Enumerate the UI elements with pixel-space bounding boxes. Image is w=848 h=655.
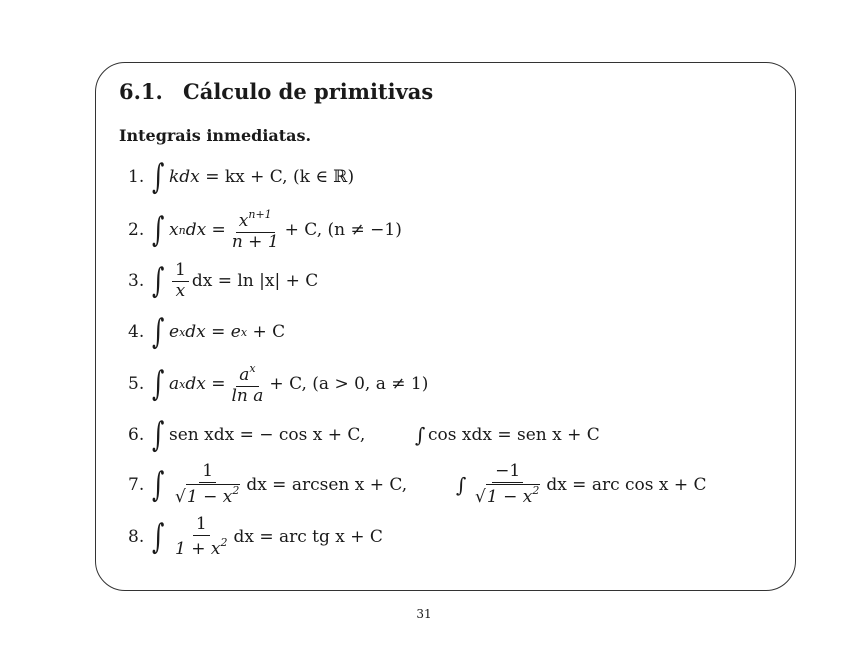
section-heading	[119, 79, 433, 104]
fraction	[172, 463, 243, 507]
fraction	[172, 513, 230, 559]
lhs-base: e	[169, 322, 180, 342]
sqrt-exponent: 2	[532, 484, 540, 497]
formula-label: 4.	[128, 322, 145, 342]
section-title: Cálculo de primitivas	[183, 79, 434, 104]
formula-7-second	[456, 462, 707, 508]
fraction-numerator: −1	[492, 463, 523, 483]
fraction-denominator: n + 1	[231, 231, 279, 252]
integral-sign: ∫	[152, 157, 165, 197]
formula-4	[128, 309, 285, 355]
lhs-exponent: n	[178, 223, 186, 237]
lhs-tail: dx = e	[185, 322, 241, 342]
formula-rhs: dx = arc cos x + C	[546, 475, 707, 495]
fraction-numerator: 1	[199, 463, 216, 483]
fraction-denominator: x	[175, 280, 186, 301]
subheading: Integrais inmediatas.	[119, 126, 312, 145]
fraction-denominator-exponent: 2	[220, 535, 228, 549]
formula-label: 2.	[128, 220, 145, 240]
formula-label: 3.	[128, 271, 145, 291]
fraction-numerator-base: x	[238, 210, 249, 231]
formula-6-second	[415, 412, 600, 458]
sqrt-exponent: 2	[232, 484, 240, 497]
formula-rhs: dx = ln |x| + C	[191, 271, 319, 291]
fraction-denominator: ln a	[231, 385, 264, 406]
integral-sign: ∫	[152, 261, 165, 301]
integral-sign: ∫	[456, 473, 467, 497]
fraction-denominator: 1 + x	[175, 538, 221, 559]
formula-1	[128, 154, 354, 200]
integral-sign: ∫	[415, 423, 426, 447]
fraction-numerator-base: a	[239, 364, 250, 385]
lhs-exponent: x	[179, 377, 186, 391]
formula-3	[128, 258, 318, 304]
formula-rhs: + C	[252, 322, 286, 342]
fraction	[228, 363, 266, 406]
formula-label: 1.	[128, 167, 145, 187]
fraction-numerator: 1	[193, 516, 210, 536]
section-number: 6.1.	[119, 79, 163, 104]
integral-sign: ∫	[152, 415, 165, 455]
integral-sign: ∫	[152, 210, 165, 250]
page-number: 31	[416, 607, 432, 621]
formula-rhs: + C, (a > 0, a ≠ 1)	[269, 374, 429, 394]
fraction	[472, 463, 543, 507]
formula-7	[128, 462, 407, 508]
sqrt: √ $1 - x^2$	[175, 484, 240, 507]
integral-sign: ∫	[152, 364, 165, 404]
formula-label: 5.	[128, 374, 145, 394]
fraction	[172, 259, 189, 301]
formula-rhs: + C, (n ≠ −1)	[284, 220, 402, 240]
formula-label: 6.	[128, 425, 145, 445]
formula-6	[128, 412, 365, 458]
lhs-base: a	[169, 374, 180, 394]
lhs-tail: dx =	[185, 374, 226, 394]
integral-sign: ∫	[152, 517, 165, 557]
sqrt-content: 1 − x	[186, 487, 233, 507]
sqrt: √ $1 - x^2$	[475, 484, 540, 507]
formula-rhs: dx = arcsen x + C,	[246, 475, 408, 495]
integral-sign: ∫	[152, 465, 165, 505]
rhs-exponent: x	[240, 325, 248, 339]
lhs-exponent: x	[179, 325, 186, 339]
fraction	[229, 209, 282, 252]
formula-label: 7.	[128, 475, 145, 495]
formula-lhs: kdx	[169, 167, 200, 187]
sqrt-content: 1 − x	[486, 487, 533, 507]
formula-8	[128, 514, 383, 560]
formula-5	[128, 361, 428, 407]
fraction-numerator: 1	[172, 262, 189, 282]
formula-left: sen xdx = − cos x + C,	[169, 425, 366, 445]
formula-rhs: dx = arc tg x + C	[233, 527, 383, 547]
fraction-numerator-exponent: n+1	[248, 207, 272, 221]
lhs-base: x	[169, 220, 179, 240]
fraction-numerator-exponent: x	[249, 361, 256, 375]
formula-label: 8.	[128, 527, 145, 547]
formula-rhs: = kx + C, (k ∈ ℝ)	[205, 167, 355, 187]
integral-sign: ∫	[152, 312, 165, 352]
formula-right: cos xdx = sen x + C	[428, 425, 600, 445]
formula-2	[128, 207, 402, 253]
lhs-tail: dx =	[185, 220, 226, 240]
